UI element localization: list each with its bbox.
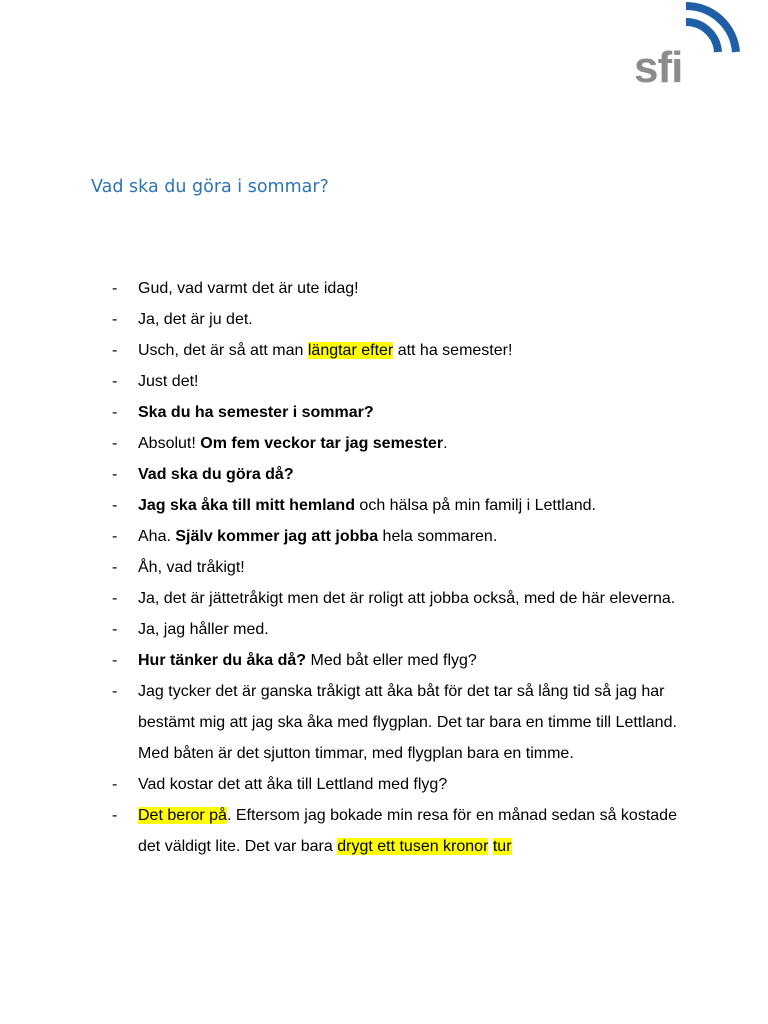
- dialogue-text-segment: Ja, det är ju det.: [138, 311, 253, 328]
- dash-bullet: -: [112, 559, 118, 576]
- dialogue-text-segment: Jag ska åka till mitt hemland: [138, 497, 355, 514]
- dash-bullet: -: [112, 776, 118, 793]
- dialogue-line: [112, 459, 682, 490]
- dialogue-text-segment: Hur tänker du åka då?: [138, 652, 307, 669]
- dash-bullet: -: [112, 404, 118, 421]
- sfi-logo: [630, 0, 742, 96]
- dialogue-text-segment: tur: [492, 838, 512, 855]
- dialogue-text-segment: drygt ett tusen kronor: [337, 838, 489, 855]
- dialogue-line: [112, 800, 682, 862]
- dialogue-line: [112, 583, 682, 614]
- dialogue-text-segment: Med båt eller med flyg?: [306, 652, 477, 669]
- dialogue-line: [112, 304, 682, 335]
- dialogue-line: [112, 273, 682, 304]
- dash-bullet: -: [112, 311, 118, 328]
- dash-bullet: -: [112, 621, 118, 638]
- dialogue-text-segment: .: [443, 435, 448, 452]
- dialogue-text-segment: . Eftersom jag bokade min resa för en månad sedan så kostade det väldigt lite. Det var bara: [138, 807, 677, 855]
- logo-text: sfi: [634, 43, 683, 92]
- dialogue-line: [112, 490, 682, 521]
- dialogue-line: [112, 645, 682, 676]
- dialogue-list: [112, 273, 682, 862]
- dialogue-line: [112, 614, 682, 645]
- dash-bullet: -: [112, 807, 118, 824]
- dialogue-text-segment: längtar efter: [307, 342, 394, 359]
- dash-bullet: -: [112, 497, 118, 514]
- dialogue-text-segment: Ja, det är jättetråkigt men det är roligt att jobba också, med de här eleverna.: [138, 590, 676, 607]
- dialogue-text-segment: hela sommaren.: [378, 528, 498, 545]
- dialogue-text-segment: Ja, jag håller med.: [138, 621, 269, 638]
- dialogue-line: [112, 397, 682, 428]
- dialogue-text-segment: Om fem veckor tar jag semester: [200, 435, 444, 452]
- dialogue-line: [112, 676, 682, 769]
- dialogue-text-segment: Ska du ha semester i sommar?: [138, 404, 374, 421]
- dash-bullet: -: [112, 528, 118, 545]
- dialogue-text-segment: Gud, vad varmt det är ute idag!: [138, 280, 359, 297]
- dialogue-text-segment: Just det!: [138, 373, 199, 390]
- dash-bullet: -: [112, 466, 118, 483]
- dialogue-line: [112, 521, 682, 552]
- dialogue-text-segment: och hälsa på min familj i Lettland.: [354, 497, 596, 514]
- dialogue-line: [112, 335, 682, 366]
- dialogue-text-segment: Absolut!: [138, 435, 201, 452]
- dash-bullet: -: [112, 373, 118, 390]
- dash-bullet: -: [112, 435, 118, 452]
- dialogue-line: [112, 428, 682, 459]
- dialogue-text-segment: att ha semester!: [393, 342, 513, 359]
- logo-arc-inner: [686, 22, 718, 52]
- dialogue-text-segment: Vad ska du göra då?: [138, 466, 294, 483]
- dialogue-text-segment: Det beror på: [138, 807, 227, 824]
- dialogue-text-segment: Usch, det är så att man: [138, 342, 308, 359]
- dialogue-text-segment: Själv kommer jag att jobba: [175, 528, 379, 545]
- dialogue-text-segment: Aha.: [138, 528, 176, 545]
- dash-bullet: -: [112, 652, 118, 669]
- dialogue-text-segment: Jag tycker det är ganska tråkigt att åka båt för det tar så lång tid så jag har bestämt mig att jag ska åka med flygplan. Det tar bara en timme till Lettland. Med båten är det sjutton timmar, med flygplan bara en timme.: [138, 683, 677, 762]
- dialogue-text-segment: Vad kostar det att åka till Lettland med flyg?: [138, 776, 448, 793]
- dash-bullet: -: [112, 590, 118, 607]
- dialogue-text-segment: Åh, vad tråkigt!: [138, 559, 245, 576]
- dialogue-line: [112, 366, 682, 397]
- document-title: Vad ska du göra i sommar?: [91, 177, 329, 197]
- dash-bullet: -: [112, 280, 118, 297]
- dialogue-line: [112, 769, 682, 800]
- dash-bullet: -: [112, 683, 118, 700]
- dialogue-line: [112, 552, 682, 583]
- dash-bullet: -: [112, 342, 118, 359]
